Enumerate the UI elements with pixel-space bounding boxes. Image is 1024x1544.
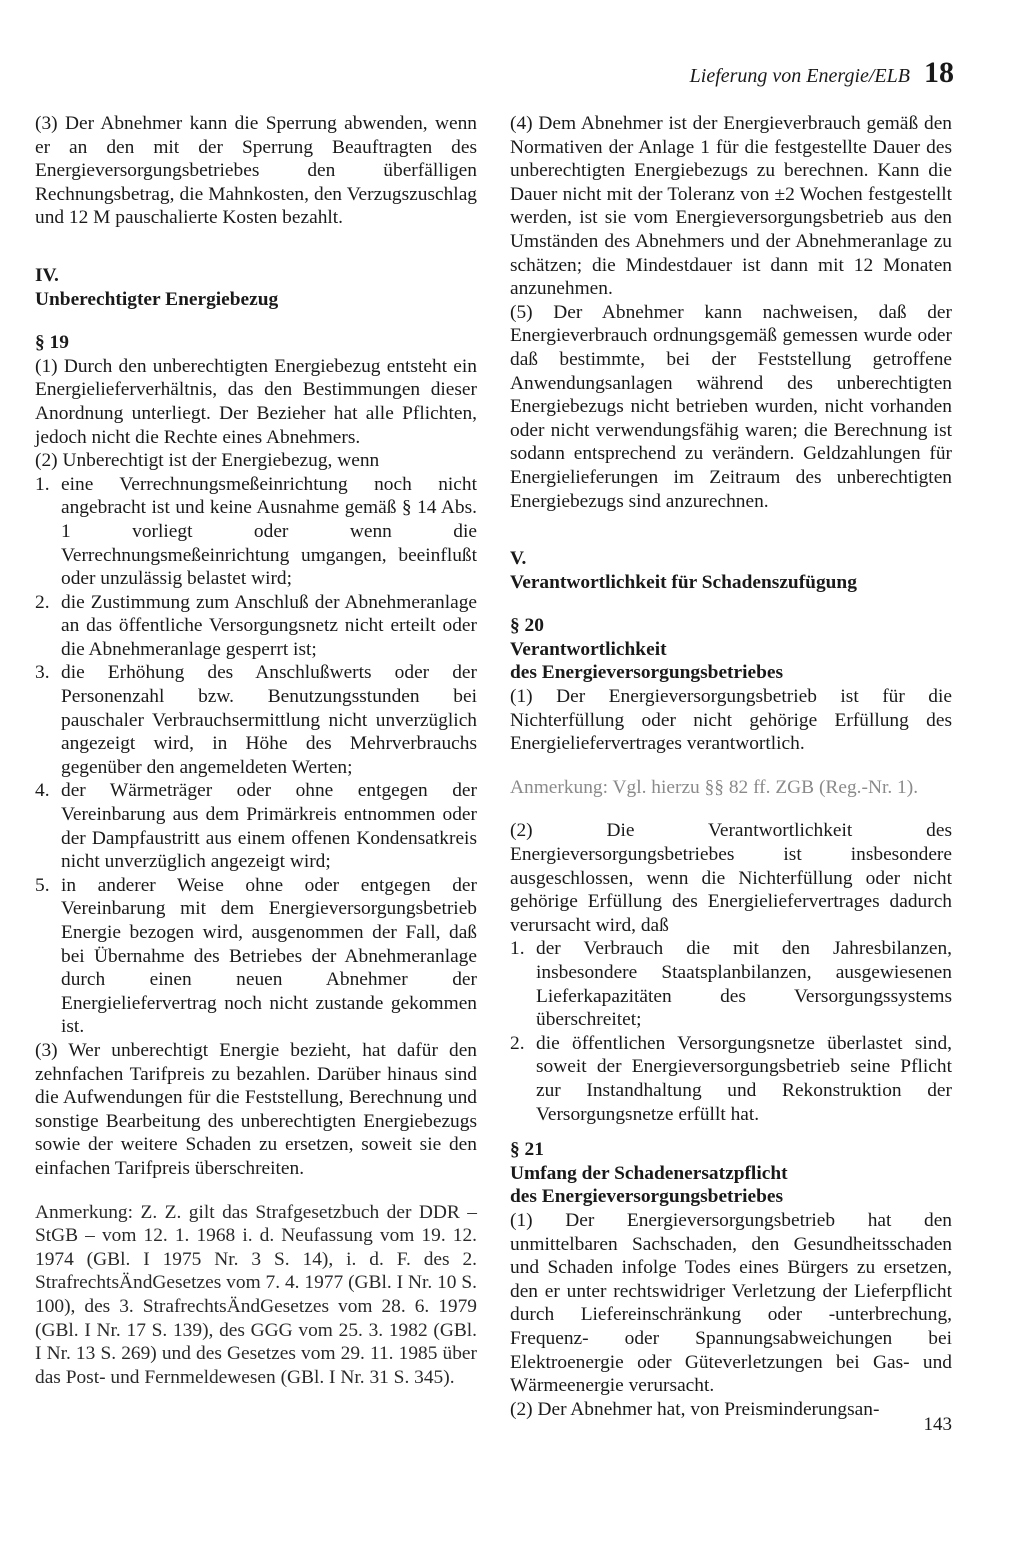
list-item <box>35 661 477 779</box>
paragraph-heading-19: § 19 <box>35 332 69 354</box>
list-item-number: 4. <box>35 780 50 802</box>
list-item <box>510 937 952 1031</box>
paragraph-18-3: (3) Der Abnehmer kann die Sperrung abwenden, wenn er an den mit der Sperrung Beauftragten des Energieversorgungsbetriebes den überfälligen Rechnungsbetrag, die Mahnkosten, den Verzugszuschlag und 12 M pauschalierte Kosten bezahlt. <box>35 113 477 229</box>
paragraph-heading-20: § 20 <box>510 615 544 637</box>
list-item-number: 2. <box>35 591 50 613</box>
list-item-text: die öffentlichen Versorgungsnetze überlastet sind, soweit der Energieversorgungsbetrieb seine Pflicht zur Instandhaltung und Rekonstruktion der Versorgungsnetze erfüllt hat. <box>536 1032 952 1125</box>
paragraph-20-1: (1) Der Energieversorgungsbetrieb ist für die Nichterfüllung oder nicht gehörige Erfüllung des Energieliefervertrages verantwortlich. <box>510 686 952 755</box>
list-item-number: 2. <box>510 1032 525 1054</box>
list-item <box>510 1032 952 1126</box>
list-item-text: eine Verrechnungsmeßeinrichtung noch nicht angebracht ist und keine Ausnahme gemäß § 14 Abs. 1 vorliegt oder wenn die Verrechnungsmeßeinrichtung umgangen, beeinflußt oder unzulässig belastet wird; <box>61 473 477 590</box>
list-item-number: 3. <box>35 662 50 684</box>
list-item-text: die Zustimmung zum Anschluß der Abnehmeranlage an das öffentliche Versorgungsnetz nicht erteilt oder die Abnehmeranlage gesperrt ist; <box>61 591 477 660</box>
running-header <box>690 56 954 90</box>
paragraph-21-title: Umfang der Schadenersatzpflicht <box>510 1162 788 1184</box>
paragraph-21-subtitle: des Energieversorgungsbetriebes <box>510 1186 784 1208</box>
paragraph-19-2: (2) Unberechtigt ist der Energiebezug, wenn <box>35 450 380 472</box>
list-item <box>35 473 477 591</box>
paragraph-21-1: (1) Der Energieversorgungsbetrieb hat den unmittelbaren Sachschaden, den Gesundheitsschaden und Schaden infolge Todes eines Bürgers zu ersetzen, den er unter rechtswidriger Verletzung der Lieferpflicht durch Liefereinschränkung oder -unterbrechung, Frequenz- oder Spannungsabweichungen bei Elektroenergie oder Güteverletzungen bei Gas- und Wärmeenergie verursacht. <box>510 1209 952 1397</box>
chapter-number: 18 <box>924 56 954 89</box>
section-number: IV. <box>35 264 59 286</box>
annotation-note: Anmerkung: Z. Z. gilt das Strafgesetzbuch der DDR – StGB – vom 12. 1. 1968 i. d. Neufassung vom 19. 12. 1974 (GBl. I 1975 Nr. 3 S. 14), i. d. F. des 2. StrafrechtsÄndGesetzes vom 7. 4. 1977 (GBl. I Nr. 10 S. 100), des 3. StrafrechtsÄndGesetzes vom 28. 6. 1979 (GBl. I Nr. 17 S. 139), des GGG vom 25. 3. 1982 (GBl. I Nr. 13 S. 269) und des Gesetzes vom 29. 11. 1985 über das Post- und Fernmeldewesen (GBl. I Nr. 31 S. 345). <box>35 1201 477 1388</box>
section-number: V. <box>510 548 527 570</box>
running-header-title: Lieferung von Energie/ELB <box>689 65 910 87</box>
list-item-text: der Verbrauch die mit den Jahresbilanzen, insbesondere Staatsplanbilanzen, ausgewiesenen Lieferkapazitäten des Versorgungssystems überschreitet; <box>536 938 952 1031</box>
paragraph-21-2: (2) Der Abnehmer hat, von Preisminderungsan- <box>510 1398 880 1420</box>
list-item <box>35 874 477 1039</box>
list-item-text: in anderer Weise ohne oder entgegen der Vereinbarung mit dem Energieversorgungsbetrieb Energie bezogen wird, ausgenommen der Fall, daß bei Übernahme des Betriebes der Abnehmeranlage durch einen neuen Abnehmer der Energieliefervertrag noch nicht zustande gekommen ist. <box>61 874 477 1038</box>
right-column <box>510 112 952 1421</box>
section-title: Verantwortlichkeit für Schadenszufügung <box>510 571 857 593</box>
paragraph-19-3: (3) Wer unberechtigt Energie bezieht, hat dafür den zehnfachen Tarifpreis zu bezahlen. Darüber hinaus sind die Aufwendungen für die Feststellung, Berechnung und sonstige Bearbeitung des unberechtigten Energiebezugs sowie der weitere Schaden zu ersetzen, soweit sie den einfachen Tarifpreis überschreiten. <box>35 1039 477 1179</box>
annotation-note: Anmerkung: Vgl. hierzu §§ 82 ff. ZGB (Reg.-Nr. 1). <box>510 776 919 798</box>
paragraph-20-title: Verantwortlichkeit <box>510 638 667 660</box>
paragraph-heading-21: § 21 <box>510 1139 544 1161</box>
left-column <box>35 112 477 1389</box>
paragraph-20-subtitle: des Energieversorgungsbetriebes <box>510 662 784 684</box>
paragraph-20-2: (2) Die Verantwortlichkeit des Energieversorgungsbetriebes ist insbesondere ausgeschlossen, wenn die Nichterfüllung oder nicht gehörige Erfüllung des Energieliefervertrages dadurch verursacht wird, daß <box>510 820 952 936</box>
list-item-text: der Wärmeträger oder ohne entgegen der Vereinbarung aus dem Primärkreis entnommen oder der Dampfaustritt aus einem offenen Kondensatkreis nicht unverzüglich angezeigt wird; <box>61 780 477 873</box>
list-item-text: die Erhöhung des Anschlußwerts oder der Personenzahl bzw. Benutzungsstunden bei pauschaler Verbrauchsermittlung nicht unverzüglich angezeigt wird, in Höhe des Mehrverbrauchs gegenüber den angemeldeten Werten; <box>61 662 477 778</box>
section-title: Unberechtigter Energiebezug <box>35 288 279 310</box>
list-item-number: 1. <box>510 938 525 960</box>
list-item-number: 5. <box>35 874 50 896</box>
list-item-number: 1. <box>35 473 50 495</box>
page-number: 143 <box>923 1414 952 1435</box>
list-item <box>35 779 477 873</box>
list-item <box>35 591 477 662</box>
paragraph-19-4: (4) Dem Abnehmer ist der Energieverbrauch gemäß den Normativen der Anlage 1 für die festgestellte Dauer des unberechtigten Energiebezugs zu berechnen. Kann die Dauer nicht mit der Toleranz von ±2 Wochen festgestellt werden, ist sie vom Energieversorgungsbetrieb aus den Umständen des Abnehmers und der Abnehmeranlage zu schätzen; die Mindestdauer ist dann mit 12 Monaten anzunehmen. <box>510 113 952 300</box>
paragraph-19-1: (1) Durch den unberechtigten Energiebezug entsteht ein Energielieferverhältnis, das den Bestimmungen dieser Anordnung unterliegt. Der Bezieher hat alle Pflichten, jedoch nicht die Rechte eines Abnehmers. <box>35 355 477 448</box>
paragraph-19-5: (5) Der Abnehmer kann nachweisen, daß der Energieverbrauch ordnungsgemäß gemessen wurde oder daß bestimmte, bei der Feststellung getroffene Anwendungsanlagen während des unberechtigten Energiebezugs nicht betrieben wurden, nicht vorhanden oder nicht verwendungsfähig waren; die Berechnung ist sodann entsprechend zu verändern. Geldzahlungen für Energielieferungen im Zeitraum des unberechtigten Energiebezugs sind anzurechnen. <box>510 301 952 512</box>
